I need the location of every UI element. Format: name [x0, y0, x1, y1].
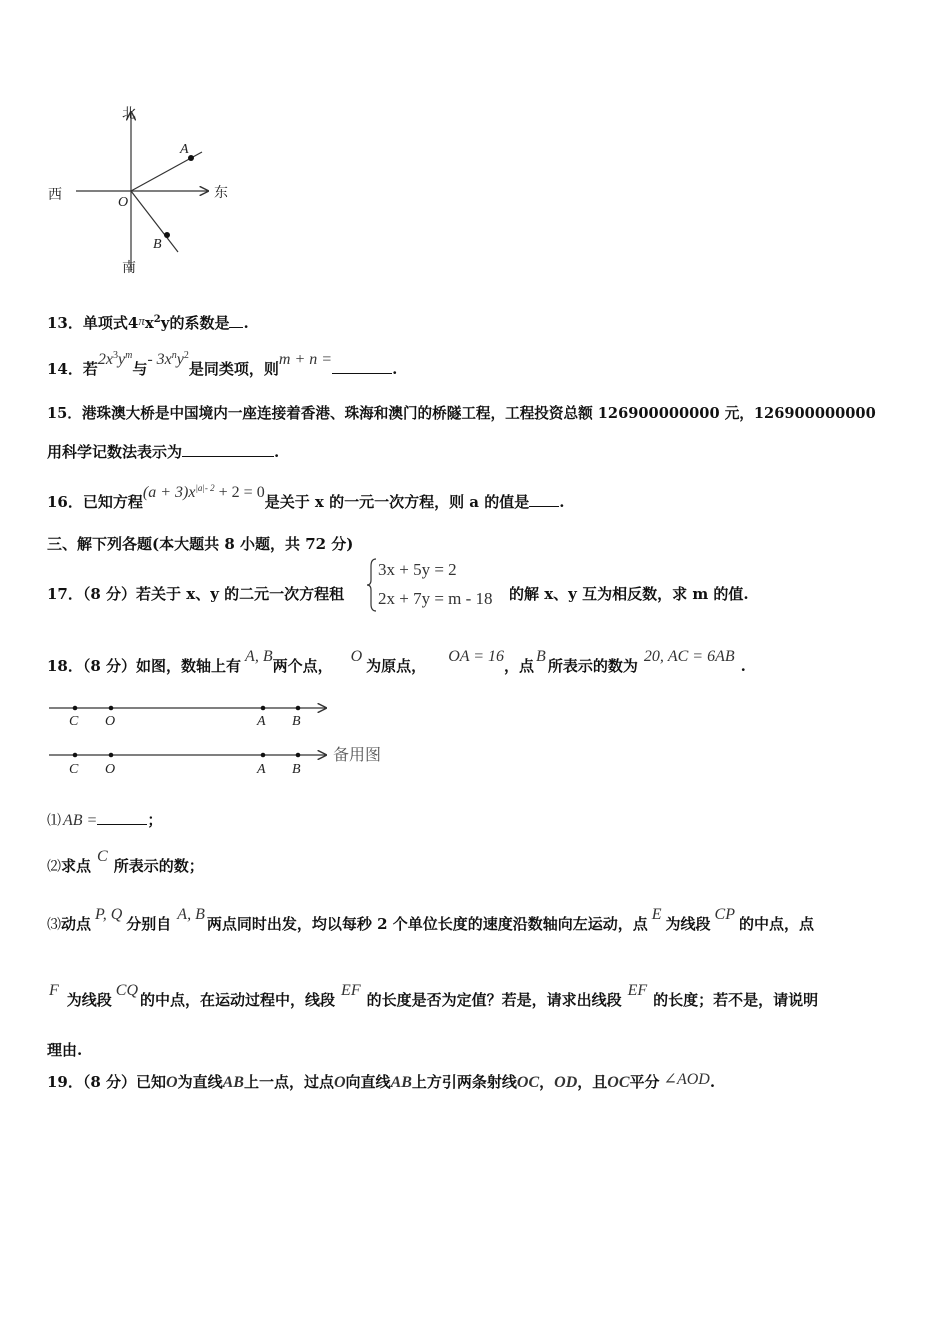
- question-19: [47, 1072, 715, 1093]
- q16-text: 16．已知方程: [47, 493, 143, 511]
- q18-p3-t7: 的中点，在运动过程中，线段: [140, 991, 336, 1009]
- q18-p3-t9: 的长度；若不是，请说明: [653, 991, 819, 1009]
- q13-coef: 4: [127, 314, 139, 332]
- q15-end: .: [274, 443, 280, 461]
- question-18: [47, 648, 746, 677]
- q18-m3: OA = 16: [448, 648, 505, 665]
- q15-answer-blank[interactable]: [182, 442, 274, 457]
- q14-term2-y: y: [176, 351, 184, 368]
- q18-p3-m8: EF: [627, 982, 648, 999]
- point-B-label: B: [153, 237, 162, 252]
- q14-text: 14．若: [47, 360, 98, 378]
- q18-m1: A, B: [245, 648, 273, 665]
- q18-p3-t5: 的中点，点: [738, 915, 814, 933]
- q19-OD: OD: [554, 1074, 578, 1091]
- q18-p2-text1: 求点: [61, 857, 92, 875]
- question-15-line2: [47, 442, 279, 462]
- q15-line1: 15．港珠澳大桥是中国境内一座连接着香港、珠海和澳门的桥隧工程，工程投资总额 126900000000 元，126900000000: [47, 405, 876, 422]
- q14-end: .: [392, 360, 398, 378]
- q18-p3-t10: 理由.: [47, 1041, 83, 1059]
- nl2-label-O: O: [105, 762, 116, 777]
- point-B-dot: [164, 232, 170, 238]
- q14-text-mid: 是同类项，则: [188, 360, 279, 378]
- nl2-label-C: C: [69, 762, 79, 777]
- q19-t1: 19．（8 分）已知: [47, 1073, 167, 1091]
- nl1-label-C: C: [69, 714, 79, 729]
- question-15-line1: [47, 404, 876, 424]
- q14-term1-exp1: 3: [112, 350, 118, 361]
- q19-t2: 为直线: [177, 1073, 223, 1091]
- q18-p3-m2: A, B: [177, 906, 205, 923]
- compass-figure: [40, 100, 250, 280]
- q18-end: .: [740, 657, 746, 675]
- south-label: 南: [122, 260, 136, 276]
- q18-part3-line3: [47, 1040, 82, 1060]
- q19-O1: O: [166, 1074, 178, 1091]
- nl2-label-A: A: [257, 762, 266, 777]
- origin-label: O: [118, 195, 129, 210]
- q16-eq-right: + 2 = 0: [218, 484, 265, 501]
- q16-end: .: [559, 493, 565, 511]
- q13-text: 13．单项式: [47, 314, 128, 332]
- q17-eq2: 2x + 7y = m - 18: [378, 589, 493, 608]
- question-13: [47, 310, 249, 334]
- q18-text3: 为原点，: [366, 657, 427, 675]
- number-line-1: [49, 706, 326, 729]
- q18-p1-end: ；: [147, 811, 163, 829]
- q18-text4: ，点: [504, 657, 535, 675]
- number-line-figure: [44, 696, 404, 786]
- q18-p3-t1: 动点: [61, 915, 92, 933]
- north-label: 北: [122, 106, 136, 122]
- q18-p2-m: C: [97, 848, 108, 865]
- q18-p3-t3: 两点同时出发，均以每秒 2 个单位长度的速度沿数轴向左运动，点: [206, 915, 648, 933]
- q13-exp: 2: [153, 314, 161, 325]
- q16-eq-left: (a + 3)x: [142, 484, 196, 501]
- nl1-label-O: O: [105, 714, 116, 729]
- q18-p2-num: ⑵: [47, 859, 61, 875]
- question-17-text-after: [509, 584, 749, 604]
- west-label: 西: [48, 187, 62, 203]
- q18-part3-line1: [47, 906, 814, 935]
- east-label: 东: [214, 185, 228, 201]
- q14-term2-exp1: n: [171, 350, 177, 361]
- q15-line2: 用科学记数法表示为: [47, 443, 183, 461]
- question-17-text: [47, 584, 344, 604]
- q18-text1: 18．（8 分）如图，数轴上有: [47, 657, 242, 675]
- q18-p3-t4: 为线段: [665, 915, 711, 933]
- q18-p3-m7: EF: [341, 982, 361, 999]
- q19-end: .: [709, 1073, 716, 1091]
- q14-term1-y: y: [117, 351, 126, 368]
- q13-answer-blank[interactable]: [229, 313, 243, 328]
- q18-p1-num: ⑴: [47, 813, 61, 829]
- q18-text5: 所表示的数为: [547, 657, 638, 675]
- q18-p1-expr: AB =: [63, 812, 98, 829]
- q17-text: 17．（8 分）若关于 x、y 的二元一次方程租: [47, 585, 345, 603]
- q13-y: y: [160, 314, 170, 332]
- q14-term2: - 3x: [147, 351, 172, 368]
- point-A-dot: [188, 155, 194, 161]
- q19-t4: 向直线: [345, 1073, 391, 1091]
- q19-AB1: AB: [222, 1074, 244, 1091]
- q13-pi: π: [138, 313, 145, 328]
- q18-p1-answer-blank[interactable]: [97, 810, 147, 825]
- question-14: [47, 350, 398, 380]
- nl1-label-B: B: [292, 714, 301, 729]
- nl2-label-B: B: [292, 762, 301, 777]
- q14-term1: 2x: [97, 351, 113, 368]
- q16-text-after: 是关于 x 的一元一次方程，则 a 的值是: [264, 493, 530, 511]
- q19-OC2: OC: [607, 1074, 630, 1091]
- section-3-title: [47, 534, 353, 554]
- q17-brace: [367, 558, 377, 612]
- q18-p3-t8: 的长度是否为定值？若是，请求出线段: [366, 991, 622, 1009]
- q19-AB2: AB: [390, 1074, 412, 1091]
- backup-figure-label: 备用图: [333, 745, 382, 764]
- q18-part1: [47, 810, 162, 831]
- q17-text-after: 的解 x、y 互为相反数，求 m 的值.: [509, 585, 749, 603]
- q13-end: .: [243, 314, 249, 332]
- q18-p3-m4: CP: [714, 906, 735, 923]
- q18-m5: 20, AC = 6AB: [643, 648, 735, 665]
- q18-p2-text2: 所表示的数；: [113, 857, 204, 875]
- q18-p3-m3: E: [651, 906, 662, 923]
- q18-p3-m6: CQ: [115, 982, 139, 999]
- q19-O2: O: [333, 1074, 346, 1091]
- q14-term2-exp2: 2: [183, 350, 189, 361]
- point-A-label: A: [180, 142, 189, 157]
- q14-term1-exp2: m: [125, 350, 133, 361]
- q18-p3-num: ⑶: [47, 917, 61, 933]
- number-line-2: [49, 745, 381, 777]
- q19-t6: ，: [539, 1073, 555, 1091]
- q13-x: x: [144, 314, 154, 332]
- nl1-label-A: A: [257, 714, 266, 729]
- q18-p3-m1: P, Q: [95, 906, 123, 923]
- section-3-title-text: 三、解下列各题(本大题共 8 小题，共 72 分): [47, 535, 354, 553]
- q13-text-after: 的系数是: [169, 314, 230, 332]
- q18-part3-line2: [47, 982, 819, 1011]
- q18-m4: B: [536, 648, 546, 665]
- q18-p3-t2: 分别自: [126, 915, 172, 933]
- q17-eq1: 3x + 5y = 2: [378, 560, 457, 579]
- q18-part2: [47, 848, 204, 877]
- q14-answer-blank[interactable]: [332, 359, 392, 374]
- q16-eq-exp: |a|- 2: [195, 483, 215, 493]
- q18-m2: O: [350, 648, 363, 665]
- q19-angle: ∠AOD: [663, 1071, 710, 1088]
- question-16: [47, 483, 565, 513]
- q18-p3-t6: 为线段: [66, 991, 112, 1009]
- q19-OC1: OC: [516, 1074, 540, 1091]
- q14-expr: m + n =: [278, 351, 333, 368]
- q16-answer-blank[interactable]: [529, 492, 559, 507]
- q19-t3: 上一点，过点: [243, 1073, 334, 1091]
- q18-p3-m5: F: [49, 982, 59, 999]
- q19-t7: ，且: [577, 1073, 608, 1091]
- q19-t8: 平分: [629, 1073, 660, 1091]
- q14-joiner: 与: [132, 360, 148, 378]
- q18-text2: 两个点，: [272, 657, 333, 675]
- q19-t5: 上方引两条射线: [411, 1073, 517, 1091]
